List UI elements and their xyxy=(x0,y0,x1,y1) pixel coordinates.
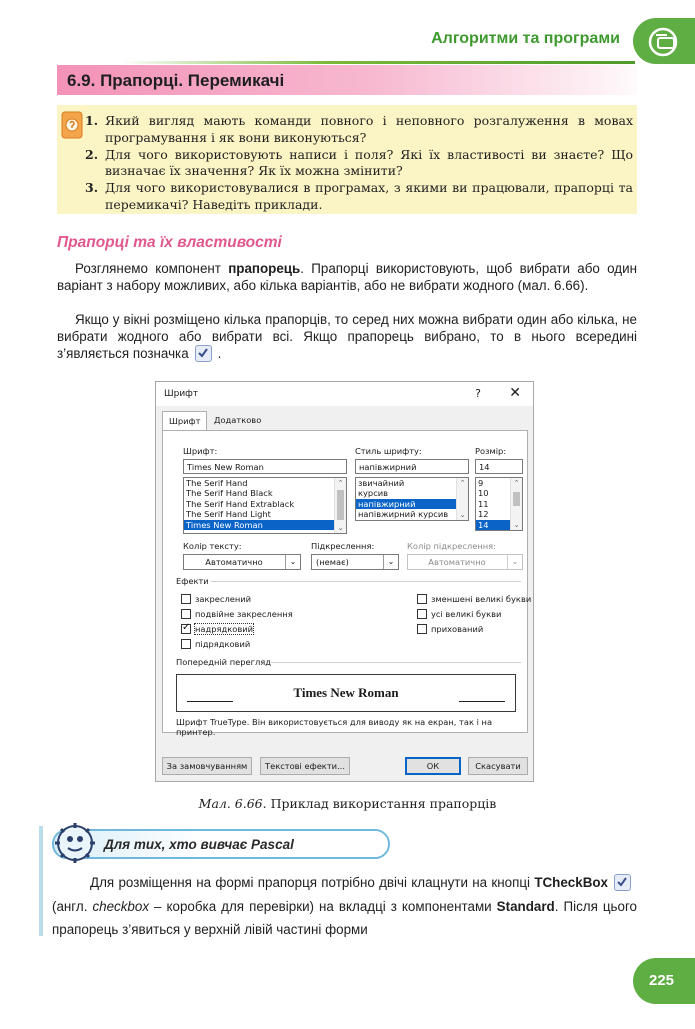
list-item[interactable]: The Serif Hand Light xyxy=(186,509,271,520)
text-color-label: Колір тексту: xyxy=(183,541,242,551)
text: Якщо у вікні розміщено кілька прапорців, то серед них можна вибрати один або кілька, не вибрати жодного або вибрати всі. Якщо прапорець вибрано, то в нього всередині з’являється позначка xyxy=(57,312,637,362)
question-item xyxy=(85,113,633,147)
list-item-selected[interactable]: 14 xyxy=(476,520,510,530)
checkbox-subscript[interactable] xyxy=(181,639,250,649)
sidebar-rule xyxy=(39,826,43,936)
checkbox-component-icon xyxy=(614,874,631,891)
size-label: Розмір: xyxy=(475,446,507,456)
underline-select[interactable] xyxy=(311,554,399,570)
checkbox-all-caps[interactable] xyxy=(417,609,501,619)
question-number: 2. xyxy=(85,146,99,162)
question-number: 3. xyxy=(85,180,99,196)
font-panel xyxy=(162,430,532,737)
caption-text: . Приклад використання прапорців xyxy=(262,796,497,811)
checkbox[interactable] xyxy=(417,624,427,634)
help-button[interactable]: ? xyxy=(475,387,481,400)
checkbox-label: закреслений xyxy=(195,594,252,604)
checkbox-strikethrough[interactable] xyxy=(181,594,251,604)
dialog-titlebar xyxy=(156,382,533,406)
preview-group-title: Попередній перегляд xyxy=(176,657,272,667)
style-label: Стиль шрифту: xyxy=(355,446,422,456)
ok-button[interactable]: ОК xyxy=(405,757,461,775)
section-heading xyxy=(57,65,637,95)
checkbox-double-strikethrough[interactable] xyxy=(181,609,293,619)
font-input[interactable]: Times New Roman xyxy=(183,459,347,474)
term-en: checkbox xyxy=(92,898,150,914)
set-default-button[interactable]: За замовчуванням xyxy=(162,757,252,775)
checkbox[interactable] xyxy=(417,609,427,619)
list-item[interactable]: звичайний xyxy=(358,478,405,488)
baseline-rule xyxy=(459,701,505,702)
size-list[interactable] xyxy=(475,477,523,531)
scrollbar[interactable] xyxy=(456,478,468,520)
tab-advanced[interactable]: Додатково xyxy=(214,415,262,425)
gear-icon xyxy=(53,822,97,864)
effects-group-title: Ефекти xyxy=(176,576,209,586)
algorithm-icon xyxy=(647,26,683,58)
pascal-title: Для тих, хто вивчає Pascal xyxy=(104,837,294,852)
tab-font[interactable]: Шрифт xyxy=(162,411,207,431)
review-questions xyxy=(57,105,637,214)
checkbox-label: прихований xyxy=(431,624,484,634)
style-list[interactable] xyxy=(355,477,469,521)
chevron-down-icon[interactable]: ⌄ xyxy=(285,555,300,569)
list-item[interactable]: 12 xyxy=(478,509,489,520)
checkbox-hidden[interactable] xyxy=(417,624,483,634)
scroll-thumb[interactable] xyxy=(513,492,520,506)
figure-caption xyxy=(0,796,695,811)
style-input[interactable]: напівжирний xyxy=(355,459,469,474)
font-label: Шрифт: xyxy=(183,446,218,456)
cancel-button[interactable]: Скасувати xyxy=(468,757,528,775)
checkbox-label: надрядковий xyxy=(195,624,254,634)
subsection-title: Прапорці та їх властивості xyxy=(57,234,282,251)
page-header xyxy=(0,18,695,62)
list-item-selected[interactable]: Times New Roman xyxy=(184,520,346,530)
pascal-paragraph xyxy=(52,871,637,942)
close-button[interactable]: ✕ xyxy=(509,385,521,401)
checkbox[interactable] xyxy=(181,609,191,619)
text: Розглянемо компонент xyxy=(75,261,229,276)
list-item[interactable]: The Serif Hand Black xyxy=(186,488,273,499)
text: . Прапорці використовують, щоб вибрати або один варіант з набору можливих, або кілька варіантів, або не вибрати жодного (мал. 6.66). xyxy=(57,261,637,294)
scroll-down-icon[interactable]: ⌄ xyxy=(513,521,520,529)
question-number: 1. xyxy=(85,113,99,128)
list-item[interactable]: The Serif Hand Extrablack xyxy=(186,498,295,509)
term: TCheckBox xyxy=(534,875,608,890)
list-item[interactable]: 10 xyxy=(478,488,489,499)
chevron-down-icon[interactable]: ⌄ xyxy=(507,555,522,569)
figure-number: Мал. 6.66 xyxy=(198,796,263,811)
text: Для розміщення на формі прапорця потрібно двічі клацнути на кнопці xyxy=(90,875,535,890)
checkbox-label: підрядковий xyxy=(195,639,251,649)
underline-color-select[interactable] xyxy=(407,554,523,570)
checkbox-label: зменшені великі букви xyxy=(431,594,532,604)
font-dialog xyxy=(155,381,534,782)
text: . xyxy=(217,346,222,362)
paragraph-2 xyxy=(57,311,637,363)
header-rule xyxy=(120,61,635,64)
divider xyxy=(211,581,521,582)
list-item[interactable]: 11 xyxy=(478,498,489,509)
page-number: 225 xyxy=(649,972,675,989)
question-text: Для чого використовувалися в програмах, з якими ви працювали, прапорці та перемикачі? Наведіть приклади. xyxy=(105,180,633,212)
list-item[interactable]: напівжирний курсив xyxy=(358,509,449,520)
question-icon xyxy=(61,111,83,139)
font-list[interactable] xyxy=(183,477,347,534)
size-input[interactable]: 14 xyxy=(475,459,523,474)
checkmark-icon xyxy=(195,345,212,362)
text: – коробка для перевірки) на вкладці з компонентами xyxy=(149,898,497,914)
header-title: Алгоритми та програми xyxy=(431,30,620,47)
pascal-banner xyxy=(52,829,390,859)
question-item xyxy=(85,147,633,181)
scroll-up-icon[interactable]: ⌃ xyxy=(337,479,344,487)
question-list xyxy=(85,113,633,214)
select-value: Автоматично xyxy=(205,557,263,567)
text-color-select[interactable] xyxy=(183,554,301,570)
scrollbar[interactable] xyxy=(334,478,346,533)
list-item-selected[interactable]: напівжирний xyxy=(356,499,468,509)
underline-color-label: Колір підкреслення: xyxy=(407,541,496,551)
text: . Після цього прапорець з’явиться у верхній лівій частині форми xyxy=(52,898,637,937)
question-text: Який вигляд мають команди повного і неповного розгалуження в мовах програмування і як вони виконуються? xyxy=(105,113,633,145)
page-number-badge xyxy=(633,958,695,1004)
preview-box xyxy=(176,674,516,712)
checkbox-superscript[interactable] xyxy=(181,624,253,634)
checkbox-label: усі великі букви xyxy=(431,609,502,619)
question-text: Для чого використовують написи і поля? Які їх властивості ви знаєте? Що визначає їх значення? Як їх можна змінити? xyxy=(105,146,633,179)
text-effects-button[interactable]: Текстові ефекти... xyxy=(260,757,350,775)
list-item[interactable]: The Serif Hand xyxy=(186,478,248,488)
section-title: 6.9. Прапорці. Перемикачі xyxy=(67,71,285,90)
chevron-down-icon[interactable]: ⌄ xyxy=(383,555,398,569)
term: Standard xyxy=(496,898,555,914)
scroll-up-icon[interactable]: ⌃ xyxy=(513,479,520,487)
scroll-up-icon[interactable]: ⌃ xyxy=(459,479,466,487)
checkbox-checked[interactable] xyxy=(181,624,191,634)
underline-label: Підкреслення: xyxy=(311,541,375,551)
question-item xyxy=(85,180,633,214)
chapter-badge xyxy=(633,18,695,64)
scroll-thumb[interactable] xyxy=(337,490,344,520)
paragraph-1 xyxy=(57,260,637,294)
checkbox[interactable] xyxy=(181,594,191,604)
select-value: Автоматично xyxy=(428,557,486,567)
scroll-down-icon[interactable]: ⌄ xyxy=(337,524,344,532)
select-value: (немає) xyxy=(316,557,349,567)
text: (англ. xyxy=(52,898,93,914)
list-item[interactable]: курсив xyxy=(358,488,389,499)
dialog-title: Шрифт xyxy=(164,389,199,399)
list-item[interactable]: 9 xyxy=(478,478,484,488)
scroll-down-icon[interactable]: ⌄ xyxy=(459,511,466,519)
divider xyxy=(271,662,521,663)
checkbox-label: подвійне закреслення xyxy=(195,609,293,619)
checkbox[interactable] xyxy=(181,639,191,649)
scrollbar[interactable] xyxy=(510,478,522,530)
checkbox[interactable] xyxy=(417,594,427,604)
baseline-rule xyxy=(187,701,233,702)
preview-text: Times New Roman xyxy=(293,685,399,700)
checkbox-small-caps[interactable] xyxy=(417,594,531,604)
term: прапорець xyxy=(228,261,301,276)
font-note: Шрифт TrueType. Він використовується для виводу як на екран, так і на принтер. xyxy=(176,717,493,737)
